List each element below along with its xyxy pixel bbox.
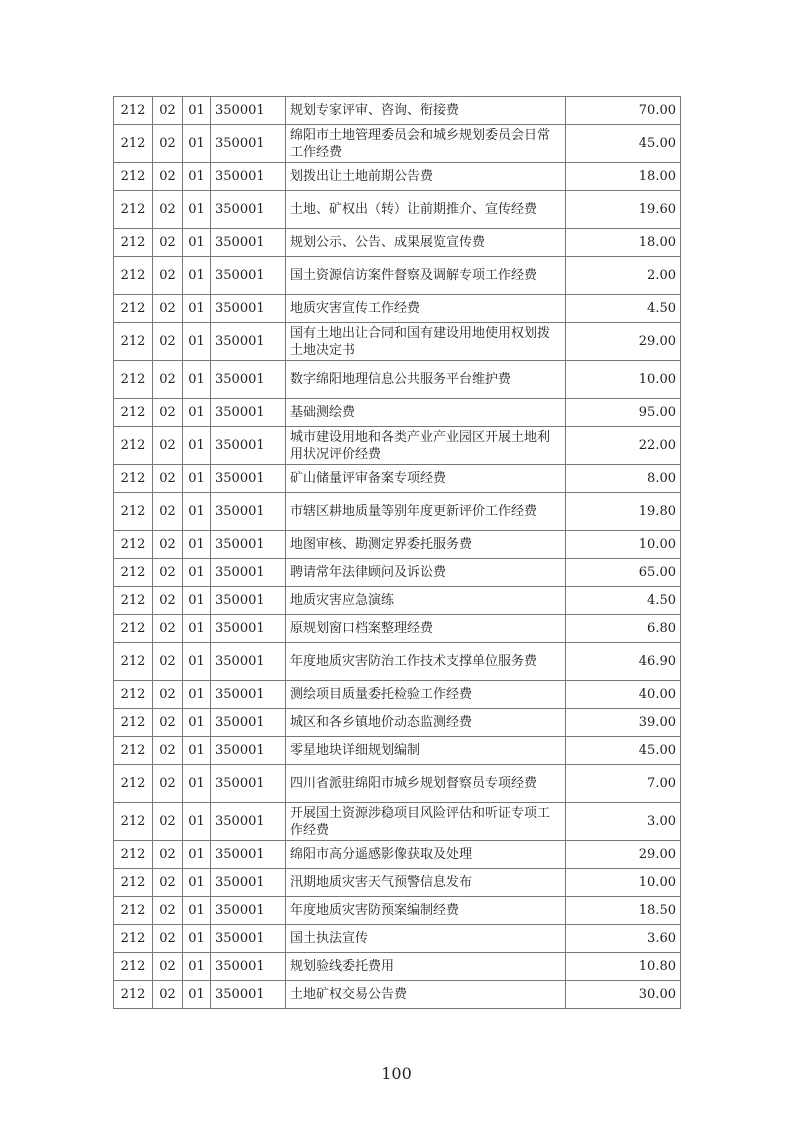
project-code-cell: 350001: [211, 163, 286, 191]
section-code-cell: 02: [153, 257, 183, 295]
item-code-cell: 01: [183, 295, 211, 323]
item-code-cell: 01: [183, 803, 211, 841]
class-code-cell: 212: [114, 257, 153, 295]
section-code-cell: 02: [153, 531, 183, 559]
project-code-cell: 350001: [211, 295, 286, 323]
amount-cell: 10.00: [566, 869, 681, 897]
project-name-cell: 地质灾害应急演练: [286, 587, 566, 615]
class-code-cell: 212: [114, 465, 153, 493]
section-code-cell: 02: [153, 587, 183, 615]
table-row: [114, 229, 681, 257]
class-code-cell: 212: [114, 125, 153, 163]
item-code-cell: 01: [183, 681, 211, 709]
section-code-cell: 02: [153, 163, 183, 191]
table-row: [114, 493, 681, 531]
amount-cell: 7.00: [566, 765, 681, 803]
class-code-cell: 212: [114, 427, 153, 465]
amount-cell: 18.50: [566, 897, 681, 925]
class-code-cell: 212: [114, 399, 153, 427]
item-code-cell: 01: [183, 257, 211, 295]
budget-table: [113, 96, 681, 1009]
class-code-cell: 212: [114, 587, 153, 615]
class-code-cell: 212: [114, 841, 153, 869]
project-code-cell: 350001: [211, 229, 286, 257]
project-name-cell: 绵阳市土地管理委员会和城乡规划委员会日常工作经费: [286, 125, 566, 163]
project-code-cell: 350001: [211, 841, 286, 869]
table-row: [114, 295, 681, 323]
project-code-cell: 350001: [211, 897, 286, 925]
project-name-cell: 地质灾害宣传工作经费: [286, 295, 566, 323]
item-code-cell: 01: [183, 981, 211, 1009]
amount-cell: 8.00: [566, 465, 681, 493]
section-code-cell: 02: [153, 737, 183, 765]
amount-cell: 19.60: [566, 191, 681, 229]
item-code-cell: 01: [183, 897, 211, 925]
table-row: [114, 615, 681, 643]
table-row: [114, 125, 681, 163]
class-code-cell: 212: [114, 163, 153, 191]
class-code-cell: 212: [114, 361, 153, 399]
project-code-cell: 350001: [211, 803, 286, 841]
section-code-cell: 02: [153, 295, 183, 323]
amount-cell: 39.00: [566, 709, 681, 737]
section-code-cell: 02: [153, 465, 183, 493]
table-body: [114, 97, 681, 1009]
project-name-cell: 年度地质灾害防治工作技术支撑单位服务费: [286, 643, 566, 681]
item-code-cell: 01: [183, 465, 211, 493]
class-code-cell: 212: [114, 295, 153, 323]
table-row: [114, 803, 681, 841]
amount-cell: 3.60: [566, 925, 681, 953]
section-code-cell: 02: [153, 493, 183, 531]
class-code-cell: 212: [114, 191, 153, 229]
table-row: [114, 897, 681, 925]
table-row: [114, 587, 681, 615]
table-row: [114, 465, 681, 493]
item-code-cell: 01: [183, 97, 211, 125]
project-name-cell: 城市建设用地和各类产业产业园区开展土地利用状况评价经费: [286, 427, 566, 465]
amount-cell: 45.00: [566, 125, 681, 163]
amount-cell: 45.00: [566, 737, 681, 765]
class-code-cell: 212: [114, 229, 153, 257]
project-name-cell: 数字绵阳地理信息公共服务平台维护费: [286, 361, 566, 399]
project-name-cell: 零星地块详细规划编制: [286, 737, 566, 765]
table-row: [114, 869, 681, 897]
item-code-cell: 01: [183, 709, 211, 737]
section-code-cell: 02: [153, 361, 183, 399]
amount-cell: 70.00: [566, 97, 681, 125]
amount-cell: 29.00: [566, 841, 681, 869]
project-name-cell: 国土资源信访案件督察及调解专项工作经费: [286, 257, 566, 295]
project-code-cell: 350001: [211, 191, 286, 229]
class-code-cell: 212: [114, 559, 153, 587]
project-name-cell: 基础测绘费: [286, 399, 566, 427]
project-code-cell: 350001: [211, 615, 286, 643]
item-code-cell: 01: [183, 125, 211, 163]
project-code-cell: 350001: [211, 531, 286, 559]
item-code-cell: 01: [183, 399, 211, 427]
amount-cell: 18.00: [566, 163, 681, 191]
amount-cell: 22.00: [566, 427, 681, 465]
amount-cell: 6.80: [566, 615, 681, 643]
item-code-cell: 01: [183, 531, 211, 559]
project-name-cell: 绵阳市高分遥感影像获取及处理: [286, 841, 566, 869]
item-code-cell: 01: [183, 559, 211, 587]
section-code-cell: 02: [153, 869, 183, 897]
amount-cell: 18.00: [566, 229, 681, 257]
table-row: [114, 257, 681, 295]
class-code-cell: 212: [114, 981, 153, 1009]
amount-cell: 95.00: [566, 399, 681, 427]
section-code-cell: 02: [153, 897, 183, 925]
project-name-cell: 国土执法宣传: [286, 925, 566, 953]
table-row: [114, 953, 681, 981]
project-name-cell: 年度地质灾害防预案编制经费: [286, 897, 566, 925]
item-code-cell: 01: [183, 765, 211, 803]
section-code-cell: 02: [153, 229, 183, 257]
project-name-cell: 城区和各乡镇地价动态监测经费: [286, 709, 566, 737]
class-code-cell: 212: [114, 737, 153, 765]
project-name-cell: 聘请常年法律顾问及诉讼费: [286, 559, 566, 587]
item-code-cell: 01: [183, 163, 211, 191]
section-code-cell: 02: [153, 981, 183, 1009]
table-row: [114, 323, 681, 361]
amount-cell: 4.50: [566, 587, 681, 615]
project-code-cell: 350001: [211, 257, 286, 295]
project-name-cell: 土地矿权交易公告费: [286, 981, 566, 1009]
item-code-cell: 01: [183, 925, 211, 953]
project-name-cell: 原规划窗口档案整理经费: [286, 615, 566, 643]
project-name-cell: 土地、矿权出（转）让前期推介、宣传经费: [286, 191, 566, 229]
table-row: [114, 981, 681, 1009]
project-name-cell: 开展国土资源涉稳项目风险评估和听证专项工作经费: [286, 803, 566, 841]
amount-cell: 10.80: [566, 953, 681, 981]
class-code-cell: 212: [114, 615, 153, 643]
class-code-cell: 212: [114, 803, 153, 841]
item-code-cell: 01: [183, 953, 211, 981]
item-code-cell: 01: [183, 361, 211, 399]
project-code-cell: 350001: [211, 125, 286, 163]
project-name-cell: 地图审核、勘测定界委托服务费: [286, 531, 566, 559]
project-name-cell: 汛期地质灾害天气预警信息发布: [286, 869, 566, 897]
project-code-cell: 350001: [211, 399, 286, 427]
amount-cell: 19.80: [566, 493, 681, 531]
class-code-cell: 212: [114, 869, 153, 897]
project-code-cell: 350001: [211, 981, 286, 1009]
section-code-cell: 02: [153, 559, 183, 587]
project-code-cell: 350001: [211, 361, 286, 399]
class-code-cell: 212: [114, 643, 153, 681]
project-name-cell: 划拨出让土地前期公告费: [286, 163, 566, 191]
table-row: [114, 765, 681, 803]
amount-cell: 40.00: [566, 681, 681, 709]
amount-cell: 3.00: [566, 803, 681, 841]
section-code-cell: 02: [153, 191, 183, 229]
table-row: [114, 709, 681, 737]
project-code-cell: 350001: [211, 323, 286, 361]
class-code-cell: 212: [114, 925, 153, 953]
project-name-cell: 规划验线委托费用: [286, 953, 566, 981]
project-name-cell: 市辖区耕地质量等别年度更新评价工作经费: [286, 493, 566, 531]
project-code-cell: 350001: [211, 465, 286, 493]
amount-cell: 29.00: [566, 323, 681, 361]
table-row: [114, 643, 681, 681]
table-row: [114, 559, 681, 587]
item-code-cell: 01: [183, 323, 211, 361]
item-code-cell: 01: [183, 191, 211, 229]
project-code-cell: 350001: [211, 869, 286, 897]
page-number: 100: [381, 1064, 412, 1083]
section-code-cell: 02: [153, 323, 183, 361]
amount-cell: 30.00: [566, 981, 681, 1009]
project-name-cell: 规划公示、公告、成果展览宣传费: [286, 229, 566, 257]
project-code-cell: 350001: [211, 953, 286, 981]
project-name-cell: 测绘项目质量委托检验工作经费: [286, 681, 566, 709]
class-code-cell: 212: [114, 531, 153, 559]
section-code-cell: 02: [153, 399, 183, 427]
table-row: [114, 399, 681, 427]
section-code-cell: 02: [153, 681, 183, 709]
table-row: [114, 925, 681, 953]
table-row: [114, 97, 681, 125]
amount-cell: 4.50: [566, 295, 681, 323]
section-code-cell: 02: [153, 925, 183, 953]
class-code-cell: 212: [114, 323, 153, 361]
item-code-cell: 01: [183, 841, 211, 869]
table-row: [114, 681, 681, 709]
project-name-cell: 矿山储量评审备案专项经费: [286, 465, 566, 493]
table-row: [114, 841, 681, 869]
class-code-cell: 212: [114, 953, 153, 981]
section-code-cell: 02: [153, 97, 183, 125]
item-code-cell: 01: [183, 869, 211, 897]
project-code-cell: 350001: [211, 559, 286, 587]
section-code-cell: 02: [153, 765, 183, 803]
section-code-cell: 02: [153, 643, 183, 681]
amount-cell: 65.00: [566, 559, 681, 587]
project-code-cell: 350001: [211, 427, 286, 465]
table-row: [114, 531, 681, 559]
table-row: [114, 361, 681, 399]
project-code-cell: 350001: [211, 493, 286, 531]
project-code-cell: 350001: [211, 737, 286, 765]
class-code-cell: 212: [114, 493, 153, 531]
project-code-cell: 350001: [211, 681, 286, 709]
class-code-cell: 212: [114, 897, 153, 925]
section-code-cell: 02: [153, 125, 183, 163]
section-code-cell: 02: [153, 427, 183, 465]
section-code-cell: 02: [153, 615, 183, 643]
class-code-cell: 212: [114, 765, 153, 803]
section-code-cell: 02: [153, 841, 183, 869]
amount-cell: 10.00: [566, 531, 681, 559]
table-row: [114, 191, 681, 229]
project-code-cell: 350001: [211, 925, 286, 953]
item-code-cell: 01: [183, 427, 211, 465]
table-row: [114, 163, 681, 191]
project-code-cell: 350001: [211, 97, 286, 125]
amount-cell: 2.00: [566, 257, 681, 295]
project-name-cell: 四川省派驻绵阳市城乡规划督察员专项经费: [286, 765, 566, 803]
class-code-cell: 212: [114, 97, 153, 125]
section-code-cell: 02: [153, 953, 183, 981]
project-code-cell: 350001: [211, 765, 286, 803]
item-code-cell: 01: [183, 493, 211, 531]
project-code-cell: 350001: [211, 709, 286, 737]
section-code-cell: 02: [153, 803, 183, 841]
item-code-cell: 01: [183, 229, 211, 257]
table-row: [114, 737, 681, 765]
item-code-cell: 01: [183, 587, 211, 615]
amount-cell: 46.90: [566, 643, 681, 681]
item-code-cell: 01: [183, 615, 211, 643]
item-code-cell: 01: [183, 643, 211, 681]
project-code-cell: 350001: [211, 643, 286, 681]
project-name-cell: 规划专家评审、咨询、衔接费: [286, 97, 566, 125]
table-row: [114, 427, 681, 465]
project-code-cell: 350001: [211, 587, 286, 615]
section-code-cell: 02: [153, 709, 183, 737]
class-code-cell: 212: [114, 681, 153, 709]
class-code-cell: 212: [114, 709, 153, 737]
project-name-cell: 国有土地出让合同和国有建设用地使用权划拨土地决定书: [286, 323, 566, 361]
amount-cell: 10.00: [566, 361, 681, 399]
item-code-cell: 01: [183, 737, 211, 765]
